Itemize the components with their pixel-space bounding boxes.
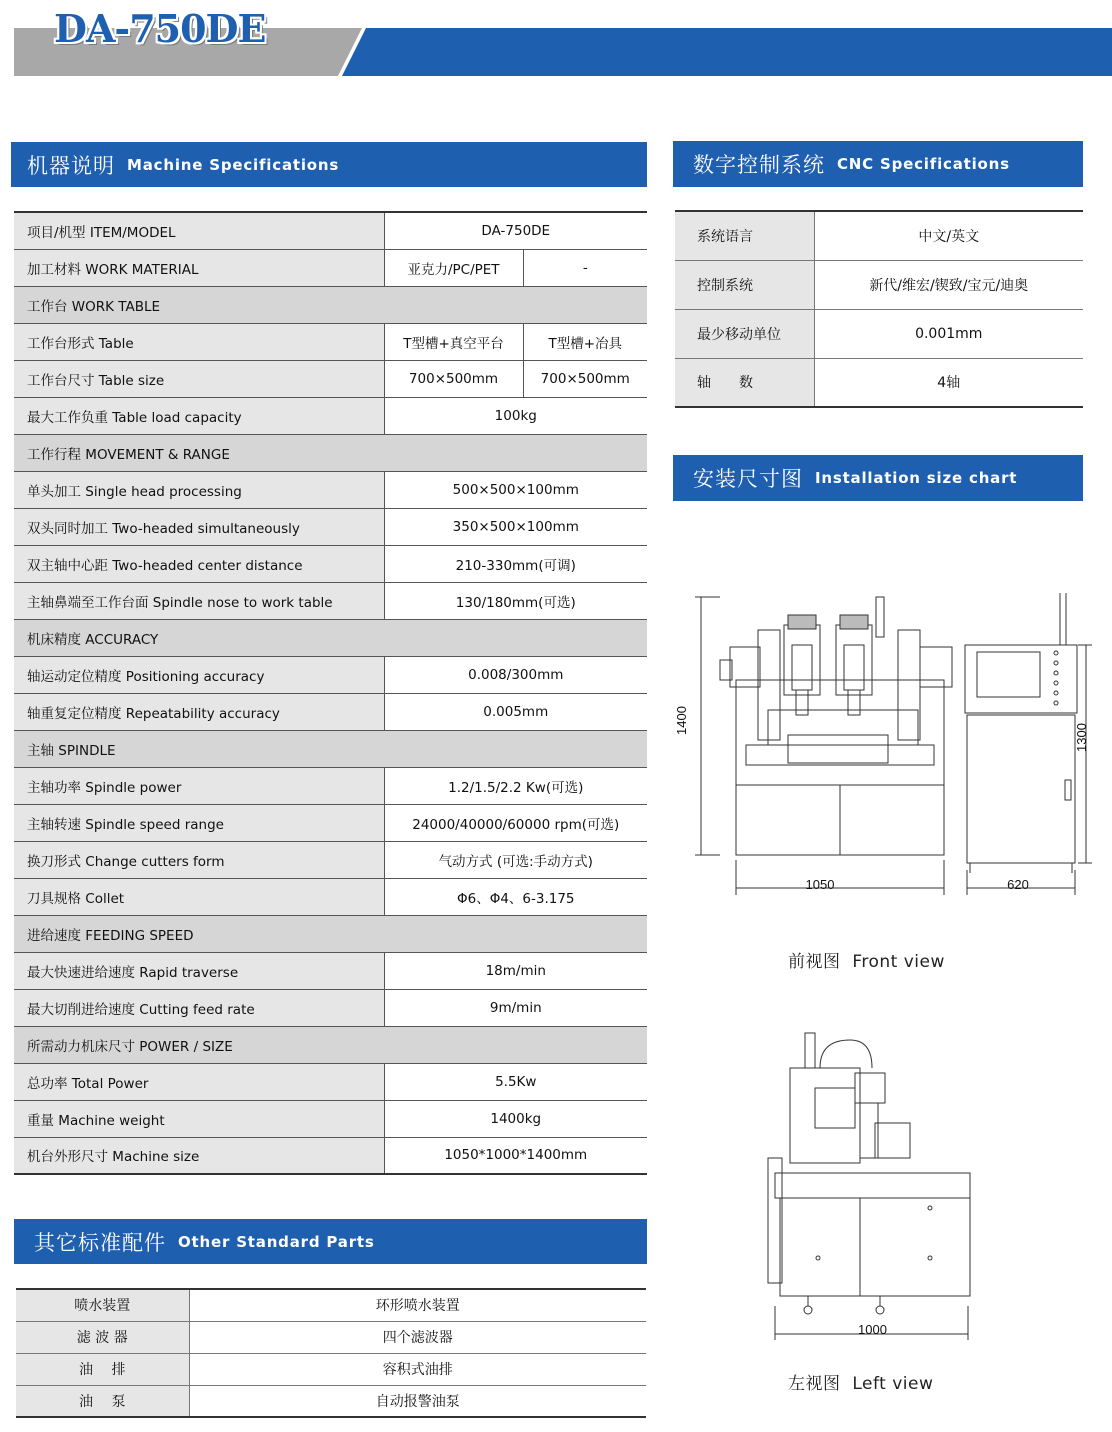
cnc-row-label: 控制系统 [675, 260, 814, 309]
installation-title-cn: 安装尺寸图 [693, 467, 803, 491]
other-parts-title-en: Other Standard Parts [178, 1232, 375, 1251]
spec-value: DA-750DE [384, 212, 647, 249]
cnc-row-value: 中文/英文 [814, 211, 1083, 260]
spec-label: 重量 Machine weight [14, 1100, 384, 1137]
spec-group-row [14, 915, 647, 952]
spec-value: 130/180mm(可选) [384, 582, 647, 619]
cnc-row [675, 358, 1083, 407]
spec-value: 0.005mm [384, 693, 647, 730]
spec-value: 500×500×100mm [384, 471, 647, 508]
spec-label: 工作台尺寸 Table size [14, 360, 384, 397]
model-title: DA-750DE [54, 6, 266, 51]
spec-label: 轴运动定位精度 Positioning accuracy [14, 656, 384, 693]
spec-row [14, 989, 647, 1026]
spec-label: 双主轴中心距 Two-headed center distance [14, 545, 384, 582]
installation-header [673, 455, 1083, 501]
other-parts-table [16, 1288, 646, 1418]
front-view-caption-en: Front view [852, 952, 945, 972]
spec-group-row [14, 286, 647, 323]
spec-row [14, 1100, 647, 1137]
parts-row [16, 1385, 646, 1417]
left-view-caption [788, 1369, 933, 1394]
parts-row-value: 自动报警油泵 [189, 1385, 646, 1417]
spec-value: 100kg [384, 397, 647, 434]
front-view-caption [788, 947, 945, 972]
spec-value: 210-330mm(可调) [384, 545, 647, 582]
spec-label: 最大工作负重 Table load capacity [14, 397, 384, 434]
spec-row [14, 508, 647, 545]
parts-row-value: 容积式油排 [189, 1353, 646, 1385]
spec-label: 总功率 Total Power [14, 1063, 384, 1100]
parts-row-label: 喷水装置 [16, 1289, 189, 1321]
spec-value: 1.2/1.5/2.2 Kw(可选) [384, 767, 647, 804]
spec-row [14, 471, 647, 508]
spec-label: 项目/机型 ITEM/MODEL [14, 212, 384, 249]
parts-row-label: 油 泵 [16, 1385, 189, 1417]
installation-title-en: Installation size chart [815, 469, 1018, 487]
machine-specs-table [14, 211, 647, 1175]
spec-value: - [523, 249, 647, 286]
spec-value: T型槽+真空平台 [384, 323, 523, 360]
spec-label: 加工材料 WORK MATERIAL [14, 249, 384, 286]
other-parts-header [14, 1219, 647, 1264]
parts-row [16, 1353, 646, 1385]
spec-group-label: 工作行程 MOVEMENT & RANGE [14, 434, 647, 471]
spec-row [14, 1063, 647, 1100]
parts-row [16, 1321, 646, 1353]
spec-label: 单头加工 Single head processing [14, 471, 384, 508]
spec-label: 刀具规格 Collet [14, 878, 384, 915]
spec-group-row [14, 619, 647, 656]
spec-value: 700×500mm [523, 360, 647, 397]
parts-row-label: 油 排 [16, 1353, 189, 1385]
front-height-dim: 1400 [674, 706, 689, 735]
spec-row [14, 878, 647, 915]
spec-row [14, 212, 647, 249]
spec-row [14, 693, 647, 730]
spec-group-label: 机床精度 ACCURACY [14, 619, 647, 656]
cnc-row [675, 309, 1083, 358]
spec-value: 1050*1000*1400mm [384, 1137, 647, 1174]
parts-row [16, 1289, 646, 1321]
spec-label: 最大切削进给速度 Cutting feed rate [14, 989, 384, 1026]
spec-value: 24000/40000/60000 rpm(可选) [384, 804, 647, 841]
spec-value: 亚克力/PC/PET [384, 249, 523, 286]
spec-value: 0.008/300mm [384, 656, 647, 693]
spec-row [14, 249, 647, 286]
parts-row-value: 环形喷水装置 [189, 1289, 646, 1321]
front-view-drawing [680, 585, 1100, 905]
cnc-specs-title-en: CNC Specifications [837, 155, 1010, 173]
spec-label: 双头同时加工 Two-headed simultaneously [14, 508, 384, 545]
left-view-caption-en: Left view [852, 1374, 934, 1394]
spec-row [14, 804, 647, 841]
left-width-dim: 1000 [858, 1322, 887, 1337]
spec-row [14, 582, 647, 619]
left-view-drawing [760, 1028, 980, 1348]
spec-value: 气动方式 (可选:手动方式) [384, 841, 647, 878]
spec-value: 700×500mm [384, 360, 523, 397]
spec-label: 工作台形式 Table [14, 323, 384, 360]
spec-group-row [14, 434, 647, 471]
side-height-dim: 1300 [1074, 723, 1089, 752]
spec-value: 1400kg [384, 1100, 647, 1137]
cnc-specs-title-cn: 数字控制系统 [693, 153, 825, 177]
spec-value: 5.5Kw [384, 1063, 647, 1100]
spec-group-row [14, 1026, 647, 1063]
spec-row [14, 360, 647, 397]
spec-value: 350×500×100mm [384, 508, 647, 545]
cnc-row [675, 260, 1083, 309]
spec-label: 机台外形尺寸 Machine size [14, 1137, 384, 1174]
spec-value: 18m/min [384, 952, 647, 989]
spec-row [14, 1137, 647, 1174]
parts-row-label: 滤 波 器 [16, 1321, 189, 1353]
other-parts-title-cn: 其它标准配件 [34, 1230, 166, 1255]
cnc-row-label: 系统语言 [675, 211, 814, 260]
cnc-specs-header [673, 141, 1083, 187]
left-view-caption-cn: 左视图 [788, 1374, 841, 1394]
spec-label: 换刀形式 Change cutters form [14, 841, 384, 878]
machine-specs-header [11, 142, 647, 187]
spec-group-label: 进给速度 FEEDING SPEED [14, 915, 647, 952]
machine-specs-title-cn: 机器说明 [27, 153, 115, 178]
side-width-dim: 620 [1007, 877, 1029, 892]
cnc-row-value: 4轴 [814, 358, 1083, 407]
cnc-specs-table [675, 210, 1083, 408]
cnc-row [675, 211, 1083, 260]
spec-row [14, 397, 647, 434]
spec-row [14, 323, 647, 360]
spec-group-label: 所需动力机床尺寸 POWER / SIZE [14, 1026, 647, 1063]
cnc-row-label: 轴 数 [675, 358, 814, 407]
front-width-dim: 1050 [805, 877, 835, 892]
spec-label: 最大快速进给速度 Rapid traverse [14, 952, 384, 989]
spec-row [14, 656, 647, 693]
spec-label: 轴重复定位精度 Repeatability accuracy [14, 693, 384, 730]
cnc-row-label: 最少移动单位 [675, 309, 814, 358]
spec-label: 主轴转速 Spindle speed range [14, 804, 384, 841]
machine-specs-title-en: Machine Specifications [127, 155, 340, 174]
spec-row [14, 767, 647, 804]
spec-group-label: 主轴 SPINDLE [14, 730, 647, 767]
cnc-row-value: 新代/维宏/锲致/宝元/迪奥 [814, 260, 1083, 309]
spec-row [14, 952, 647, 989]
spec-row [14, 545, 647, 582]
spec-row [14, 841, 647, 878]
spec-value: T型槽+冶具 [523, 323, 647, 360]
spec-value: Φ6、Φ4、6-3.175 [384, 878, 647, 915]
parts-row-value: 四个滤波器 [189, 1321, 646, 1353]
spec-label: 主轴功率 Spindle power [14, 767, 384, 804]
front-view-caption-cn: 前视图 [788, 952, 841, 972]
spec-value: 9m/min [384, 989, 647, 1026]
cnc-row-value: 0.001mm [814, 309, 1083, 358]
spec-group-label: 工作台 WORK TABLE [14, 286, 647, 323]
spec-label: 主轴鼻端至工作台面 Spindle nose to work table [14, 582, 384, 619]
spec-group-row [14, 730, 647, 767]
